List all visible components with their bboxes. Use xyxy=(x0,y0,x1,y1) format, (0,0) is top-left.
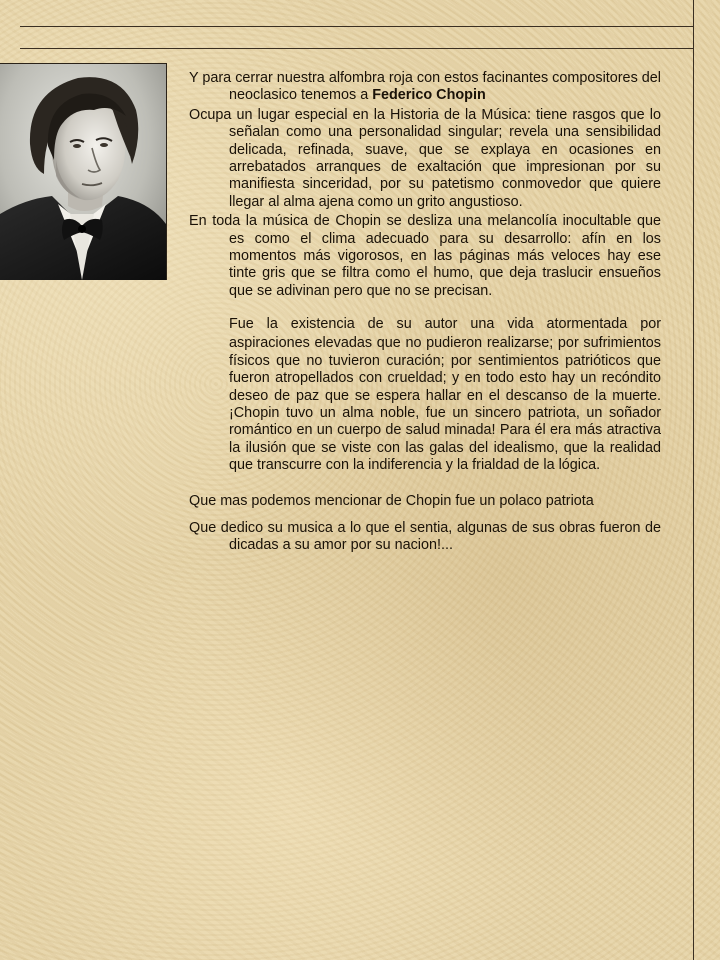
paragraph-dedication: Que dedico su musica a lo que el sentia, algunas de sus obras fueron de dicadas a su amor por su nacion!... xyxy=(189,519,661,554)
second-divider xyxy=(20,48,694,49)
chopin-portrait xyxy=(0,63,167,280)
article-body xyxy=(189,70,661,557)
paragraph-personality: Ocupa un lugar especial en la Historia de la Música: tiene rasgos que lo señalan como una personalidad singular; revela una sensibilidad delicada, refinada, suave, que se explaya en ocasiones en arrebatados arranques de exaltación que impresionan por su manifiesta sinceridad, por su patetismo conmovedor que quiere llegar al alma ajena como un grito angustioso. xyxy=(189,106,661,210)
paragraph-intro xyxy=(189,70,661,105)
right-border-line xyxy=(693,0,694,960)
intro-text: Y para cerrar nuestra alfombra roja con estos facinantes compositores del neoclasico tenemos a xyxy=(189,70,661,104)
paragraph-melancholy: En toda la música de Chopin se desliza una melancolía inocultable que es como el clima adecuado para su desarrollo: afín en los momentos más vigorosos, en las páginas más veloces hay ese tinte gris que se filtra como el humo, que deja traslucir ensueños que se adivinan pero que no se precisan. xyxy=(189,213,661,299)
life-rest: aspiraciones elevadas que no pudieron realizarse; por sufrimientos físicos que no tuvieron curación; por sentimientos patrióticos que fueron atropellados con crueldad; y en todo esto hay un recóndito deseo de paz que se espera hallar en el descanso de la muerte. ¡Chopin tuvo un alma noble, fue un sincero patriota, un soñador romántico en un cuerpo de salud minada! Para él era más atractiva la ilusión que se viste con las galas del idealismo, que la realidad que transcurre con la indiferencia y la frialdad de la lógica. xyxy=(229,335,661,474)
top-divider xyxy=(20,26,694,27)
paragraph-patriot: Que mas podemos mencionar de Chopin fue un polaco patriota xyxy=(189,492,594,509)
composer-name: Federico Chopin xyxy=(372,87,486,104)
paragraph-life xyxy=(189,314,661,474)
life-first-line: Fue la existencia de su autor una vida atormentada por xyxy=(229,316,661,333)
